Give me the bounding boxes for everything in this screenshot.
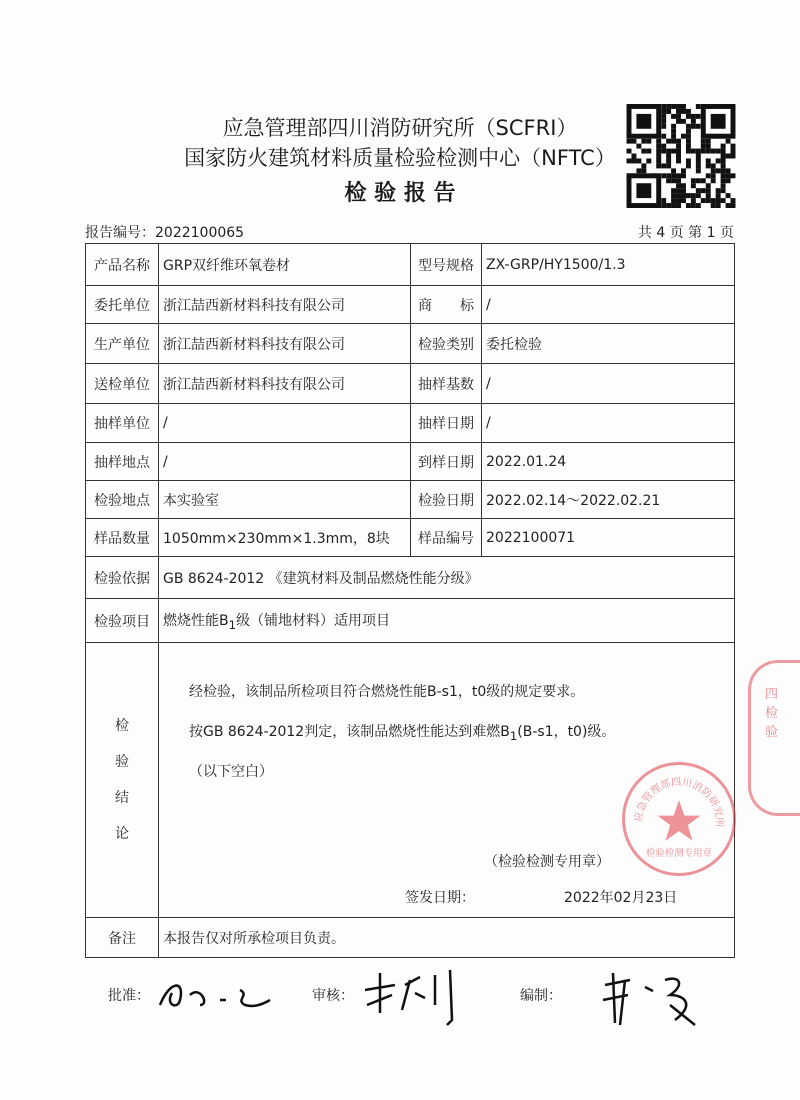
field-value: 1050mm×230mm×1.3mm，8块 [159, 519, 411, 557]
issue-date: 2022年02月23日 [564, 890, 678, 906]
field-label: 抽样单位 [86, 404, 159, 443]
field-label: 抽样日期 [411, 404, 482, 443]
field-label: 样品编号 [411, 519, 482, 557]
reviewer-signature [355, 965, 475, 1030]
info-row [86, 481, 735, 519]
conclusion-char: 验 [115, 754, 129, 770]
field-value: / [482, 364, 735, 404]
field-label: 商 标 [411, 286, 482, 324]
field-label: 样品数量 [86, 519, 159, 557]
field-value: / [482, 286, 735, 324]
report-number-value: 2022100065 [155, 225, 245, 241]
field-value: / [159, 404, 411, 443]
field-label: 委托单位 [86, 286, 159, 324]
info-row [86, 286, 735, 324]
compiler-signature [595, 965, 715, 1035]
qr-code-icon [626, 104, 736, 208]
field-value: 2022100071 [482, 519, 735, 557]
items-text-post: 级（铺地材料）适用项目 [236, 612, 391, 629]
items-label: 检验项目 [86, 599, 159, 643]
conclusion-label [86, 643, 159, 918]
partial-seal [748, 660, 800, 816]
field-label: 生产单位 [86, 324, 159, 364]
field-label: 抽样基数 [411, 364, 482, 404]
field-value: / [482, 404, 735, 443]
remarks-value: 本报告仅对所承检项目负责。 [159, 918, 735, 958]
compiler-label: 编制： [520, 988, 562, 1004]
conclusion-char: 结 [115, 790, 129, 806]
field-label: 抽样地点 [86, 443, 159, 481]
remarks-row [86, 918, 735, 958]
basis-row [86, 557, 735, 599]
field-label: 产品名称 [86, 244, 159, 286]
reviewer-label: 审核： [312, 988, 354, 1004]
approver-signature [150, 975, 280, 1015]
basis-value: GB 8624-2012 《建筑材料及制品燃烧性能分级》 [159, 557, 735, 599]
field-label: 型号规格 [411, 244, 482, 286]
report-number [85, 222, 244, 242]
conclusion-sub: 1 [509, 728, 518, 743]
field-value: 本实验室 [159, 481, 411, 519]
items-value [159, 599, 735, 643]
report-title: 检 验 报 告 [344, 181, 456, 206]
center-name: 国家防火建筑材料质量检验检测中心（NFTC） [184, 146, 616, 170]
institute-name: 应急管理部四川消防研究所（SCFRI） [222, 116, 578, 140]
field-value: 浙江喆西新材料科技有限公司 [159, 286, 411, 324]
info-row [86, 364, 735, 404]
field-value: / [159, 443, 411, 481]
field-label: 检验类别 [411, 324, 482, 364]
remarks-label: 备注 [86, 918, 159, 958]
conclusion-line: 经检验，该制品所检项目符合燃烧性能B-s1，t0级的规定要求。 [189, 684, 585, 700]
basis-label: 检验依据 [86, 557, 159, 599]
field-value: GRP双纤维环氧卷材 [159, 244, 411, 286]
items-sub: 1 [228, 617, 237, 632]
partial-seal-text: 四 检验 [765, 687, 779, 740]
items-text: 燃烧性能B [163, 612, 229, 629]
conclusion-text: 按GB 8624-2012判定，该制品燃烧性能达到难燃B [189, 724, 510, 740]
info-row [86, 519, 735, 557]
field-value: ZX-GRP/HY1500/1.3 [482, 244, 735, 286]
field-value: 浙江喆西新材料科技有限公司 [159, 324, 411, 364]
issue-date-label: 签发日期： [405, 890, 475, 906]
field-value: 浙江喆西新材料科技有限公司 [159, 364, 411, 404]
conclusion-char: 检 [115, 718, 129, 734]
report-number-label: 报告编号： [85, 225, 155, 241]
info-row [86, 404, 735, 443]
info-row [86, 324, 735, 364]
conclusion-text-post: (B-s1，t0)级。 [517, 724, 616, 740]
field-value: 委托检验 [482, 324, 735, 364]
info-row [86, 443, 735, 481]
seal-subtext: 检验检测专用章 [645, 848, 713, 860]
conclusion-char: 论 [115, 826, 129, 842]
seal-note: （检验检测专用章） [484, 854, 610, 870]
field-label: 到样日期 [411, 443, 482, 481]
field-value: 2022.02.14～2022.02.21 [482, 481, 735, 519]
conclusion-line [189, 721, 615, 743]
field-value: 2022.01.24 [482, 443, 735, 481]
items-row [86, 599, 735, 643]
official-seal [622, 762, 736, 876]
info-row [86, 244, 735, 286]
blank-note: （以下空白） [189, 764, 273, 780]
field-label: 检验日期 [411, 481, 482, 519]
field-label: 检验地点 [86, 481, 159, 519]
field-label: 送检单位 [86, 364, 159, 404]
page-info: 共 4 页 第 1 页 [637, 225, 734, 241]
seal-text: 应急管理部四川消防研究所 [633, 776, 725, 828]
approver-label: 批准： [108, 988, 150, 1004]
